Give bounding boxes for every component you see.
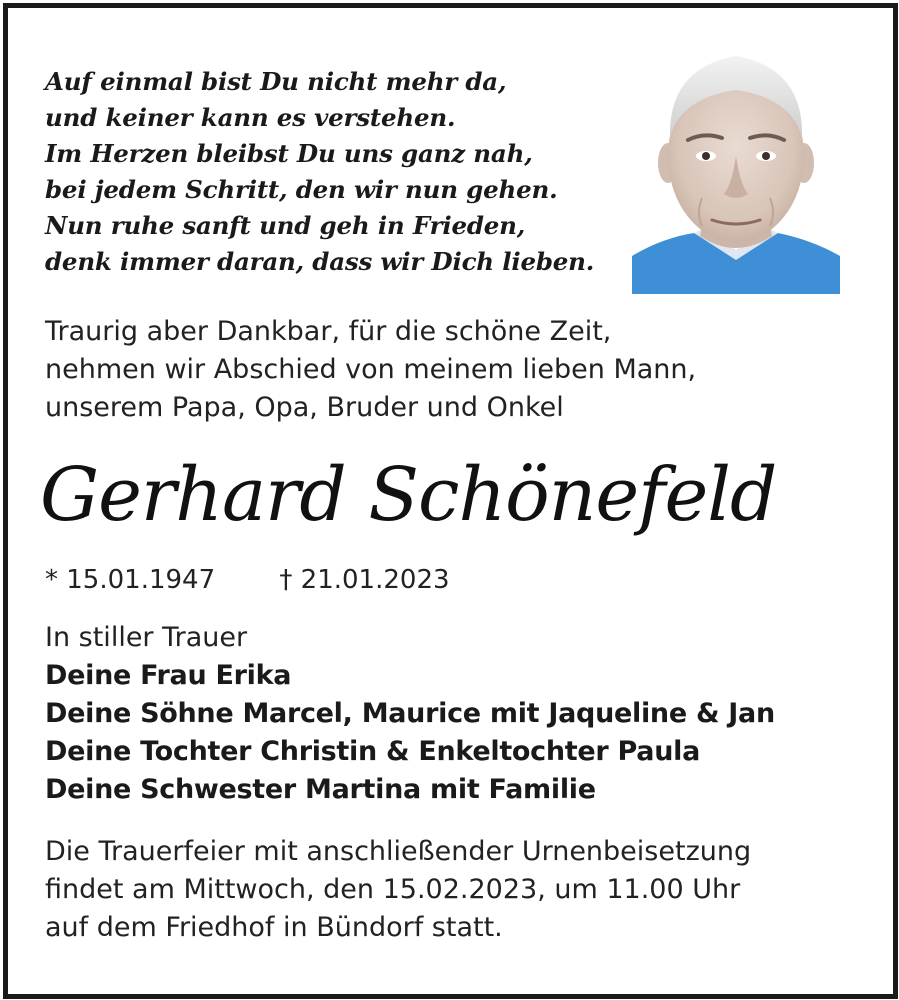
mourner-line: Deine Söhne Marcel, Maurice mit Jaqueline & Jan [45,698,775,729]
mourner-line: Deine Tochter Christin & Enkeltochter Paula [45,736,701,767]
service-line: auf dem Friedhof in Bündorf statt. [45,912,503,943]
mourner-line: Deine Schwester Martina mit Familie [45,774,596,805]
poem-line: Nun ruhe sanft und geh in Frieden, [45,211,526,240]
poem-line: und keiner kann es verstehen. [45,103,456,132]
birth-date: * 15.01.1947 [45,565,216,595]
poem-line: Auf einmal bist Du nicht mehr da, [45,67,507,96]
intro-line: Traurig aber Dankbar, für die schöne Zeit, [45,316,612,347]
mourners-lead: In stiller Trauer [45,622,248,653]
poem [45,64,635,280]
deceased-name-text: Gerhard Schönefeld [40,452,777,538]
poem-line: bei jedem Schritt, den wir nun gehen. [45,175,558,204]
intro-line: unserem Papa, Opa, Bruder und Onkel [45,392,564,423]
service-info [45,833,865,947]
intro-text [45,313,845,427]
death-date: † 21.01.2023 [279,565,450,595]
portrait-photo [632,28,840,294]
service-line: findet am Mittwoch, den 15.02.2023, um 11.00 Uhr [45,874,741,905]
deceased-name [40,440,860,570]
service-line: Die Trauerfeier mit anschließender Urnenbeisetzung [45,836,752,867]
poem-line: denk immer daran, dass wir Dich lieben. [45,247,595,276]
life-dates [45,563,450,597]
portrait-photo-icon [632,28,840,294]
intro-line: nehmen wir Abschied von meinem lieben Mann, [45,354,697,385]
poem-line: Im Herzen bleibst Du uns ganz nah, [45,139,533,168]
mourners-list [45,619,865,809]
mourner-line: Deine Frau Erika [45,660,292,691]
